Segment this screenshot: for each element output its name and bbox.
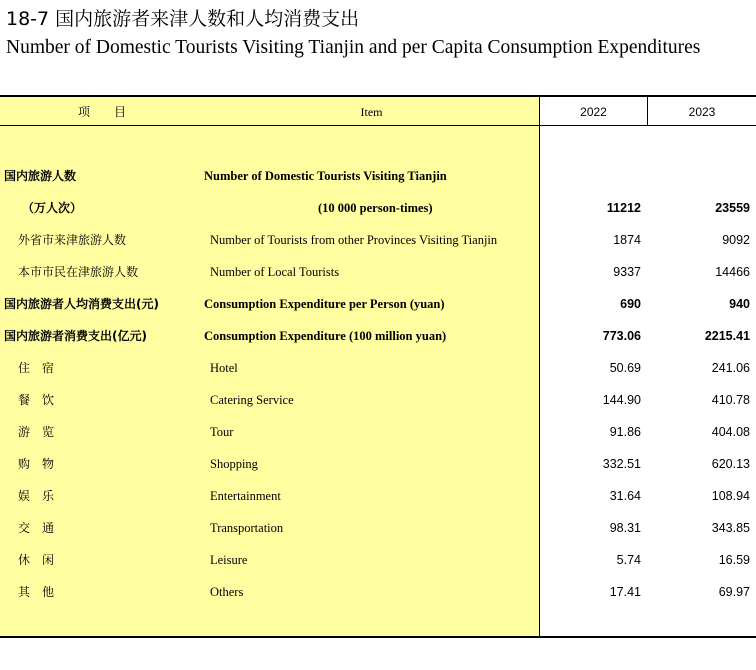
row-label-english: Catering Service [210, 393, 294, 407]
row-label-english: Leisure [210, 553, 248, 567]
value-2023: 9092 [722, 233, 750, 247]
row-label-chinese: 国内旅游人数 [4, 169, 77, 183]
value-2022: 91.86 [609, 425, 641, 439]
table-row [0, 288, 756, 320]
row-label-chinese: 国内旅游者消费支出(亿元) [4, 329, 147, 343]
row-label-chinese: 休 闲 [18, 553, 55, 567]
table-row [0, 576, 756, 608]
table-row [0, 224, 756, 256]
header-rule [0, 125, 756, 126]
row-label-chinese: 游 览 [18, 425, 55, 439]
data-table [0, 95, 756, 638]
value-2023: 940 [729, 297, 750, 311]
value-2023: 241.06 [711, 361, 750, 375]
value-2023: 620.13 [711, 457, 750, 471]
row-label-english: Shopping [210, 457, 258, 471]
row-label-chinese: 本市市民在津旅游人数 [18, 265, 139, 279]
value-2022: 690 [620, 297, 641, 311]
table-title-chinese: 18-7 国内旅游者来津人数和人均消费支出 [6, 8, 360, 30]
header-year-2023: 2023 [688, 105, 716, 119]
table-row [0, 416, 756, 448]
value-2022: 31.64 [609, 489, 641, 503]
header-year-2022: 2022 [580, 105, 607, 119]
header-item-chinese: 项 目 [77, 105, 126, 119]
value-2022: 9337 [613, 265, 641, 279]
value-2023: 23559 [715, 201, 750, 215]
row-label-english: Entertainment [210, 489, 281, 503]
value-2022: 98.31 [609, 521, 641, 535]
value-2023: 410.78 [711, 393, 750, 407]
row-label-chinese: 其 他 [18, 585, 55, 599]
row-label-english: (10 000 person-times) [318, 201, 433, 215]
table-row [0, 320, 756, 352]
row-label-chinese: 购 物 [18, 457, 55, 471]
row-label-english: Number of Domestic Tourists Visiting Tianjin [204, 169, 447, 183]
table-row [0, 544, 756, 576]
row-label-chinese: 餐 饮 [18, 393, 55, 407]
value-2022: 50.69 [609, 361, 641, 375]
value-2022: 144.90 [602, 393, 641, 407]
row-label-chinese: 交 通 [18, 521, 55, 535]
table-row [0, 256, 756, 288]
row-label-english: Others [210, 585, 244, 599]
table-row [0, 160, 756, 192]
table-row [0, 352, 756, 384]
value-2022: 11212 [606, 201, 641, 215]
value-2023: 16.59 [718, 553, 750, 567]
value-2023: 14466 [715, 265, 750, 279]
row-label-chinese: 住 宿 [18, 361, 55, 375]
value-2022: 773.06 [602, 329, 641, 343]
value-2023: 69.97 [718, 585, 750, 599]
value-2023: 404.08 [711, 425, 750, 439]
value-2023: 108.94 [711, 489, 750, 503]
row-label-english: Number of Local Tourists [210, 265, 340, 279]
row-label-english: Number of Tourists from other Provinces Visiting Tianjin [210, 233, 498, 247]
value-2023: 343.85 [711, 521, 750, 535]
table-row [0, 480, 756, 512]
row-label-chinese: （万人次） [22, 201, 83, 215]
table-row [0, 512, 756, 544]
header-item-english: Item [360, 105, 383, 119]
row-label-english: Transportation [210, 521, 284, 535]
value-2022: 5.74 [616, 553, 641, 567]
table-row [0, 384, 756, 416]
row-label-english: Hotel [210, 361, 238, 375]
value-2023: 2215.41 [704, 329, 750, 343]
row-label-english: Consumption Expenditure per Person (yuan) [204, 297, 445, 311]
table-row [0, 192, 756, 224]
row-label-english: Tour [210, 425, 234, 439]
table-row [0, 448, 756, 480]
table-title-english: Number of Domestic Tourists Visiting Tianjin and per Capita Consumption Expenditures [6, 37, 701, 58]
value-2022: 332.51 [602, 457, 641, 471]
row-label-chinese: 外省市来津旅游人数 [18, 233, 127, 247]
row-label-chinese: 国内旅游者人均消费支出(元) [4, 297, 159, 311]
value-2022: 1874 [613, 233, 641, 247]
value-2022: 17.41 [609, 585, 641, 599]
row-label-english: Consumption Expenditure (100 million yuan) [204, 329, 447, 343]
row-label-chinese: 娱 乐 [18, 489, 55, 503]
